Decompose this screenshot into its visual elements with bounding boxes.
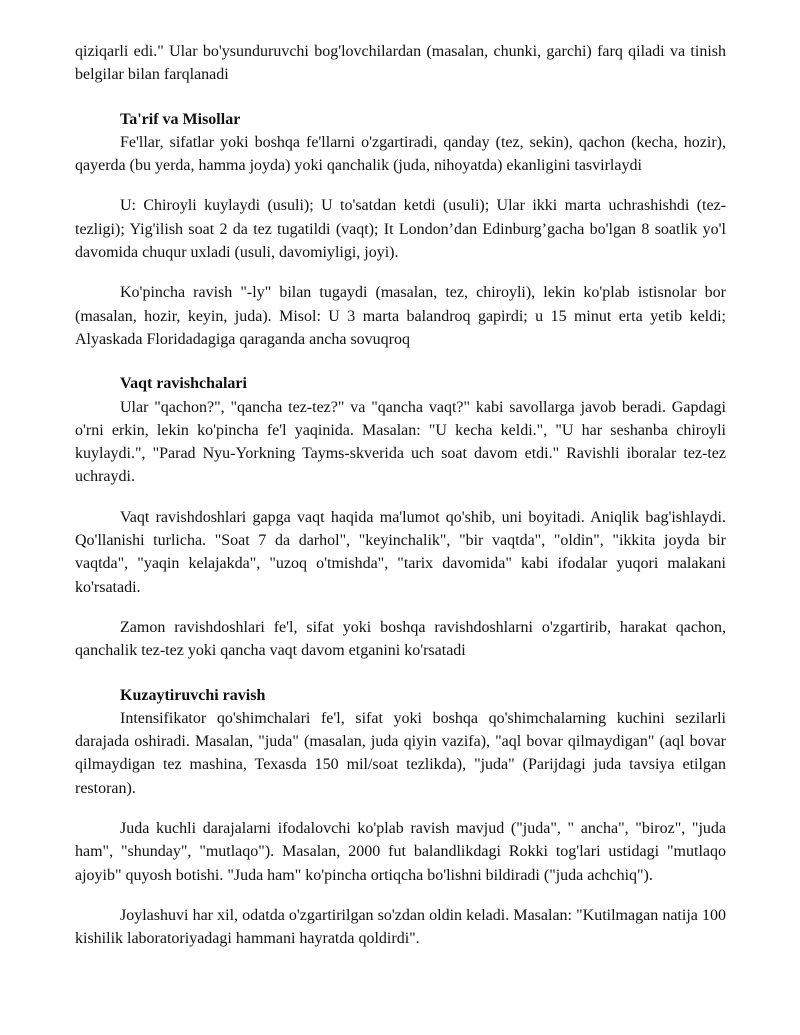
heading-definitions-examples: Ta'rif va Misollar [120,110,241,128]
paragraph-1: Fe'llar, sifatlar yoki boshqa fe'llarni o'zgartiradi, qanday (tez, sekin), qachon (kecha, hozir), qayerda (bu yerda, hamma joyda) yoki qanchalik (juda, nihoyatda) ekanligini tasvirlaydi [75,133,726,175]
paragraph-9: Joylashuvi har xil, odatda o'zgartirilgan so'zdan oldin keladi. Masalan: "Kutilmagan natija 100 kishilik laboratoriyadagi hammani hayratda qoldirdi". [75,906,726,948]
paragraph-0: qiziqarli edi." Ular bo'ysunduruvchi bog'lovchilardan (masalan, chunki, garchi) farq qiladi va tinish belgilar bilan farqlanadi [75,43,726,84]
paragraph-4: Ular "qachon?", "qancha tez-tez?" va "qancha vaqt?" kabi savollarga javob beradi. Gapdagi o'rni erkin, lekin ko'pincha fe'l yaqinida. Masalan: "U kecha keldi.", "U har seshanba chiroyli kuylaydi.", "Parad Nyu-Yorkning Tayms-skverida uch soat davom etdi." Ravishli iboralar tez-tez uchraydi. [75,398,726,486]
paragraph-5: Vaqt ravishdoshlari gapga vaqt haqida ma'lumot qo'shib, uni boyitadi. Aniqlik bag'ishlaydi. Qo'llanishi turlicha. "Soat 7 da darhol", "keyinchalik", "bir vaqtda", "oldin", "ikkita joyda bir vaqtda", "yaqin kelajakda", "uzoq o'tmishda", "tarix davomida" kabi ifodalar yuqori malakani ko'rsatadi. [75,508,726,596]
paragraph-3: Ko'pincha ravish "-ly" bilan tugaydi (masalan, tez, chiroyli), lekin ko'plab istisnolar bor (masalan, hozir, keyin, juda). Misol: U 3 marta balandroq gapirdi; u 15 minut erta yetib keldi; Alyaskada Floridadagiga qaraganda ancha sovuqroq [75,284,726,348]
heading-time-adverbs: Vaqt ravishchalari [120,375,247,393]
paragraph-7: Intensifikator qo'shimchalari fe'l, sifat yoki boshqa qo'shimchalarning kuchini sezilarli darajada oshiradi. Masalan, "juda" (masalan, juda qiyin vazifa), "aql bovar qilmaydigan" (aql bovar qilmaydigan tez mashina, Texasda 150 mil/soat tezlikda), "juda" (Parijdagi juda tavsiya etilgan restoran). [75,709,726,797]
document-page [75,40,726,951]
paragraph-2: U: Chiroyli kuylaydi (usuli); U to'satdan ketdi (usuli); Ular ikki marta uchrashishdi (tez-tezligi); Yig'ilish soat 2 da tez tugatildi (vaqt); It London’dan Edinburg’gacha bo'lgan 8 soatlik yo'l davomida chuqur uxladi (usuli, davomiyligi, joyi). [75,197,726,262]
heading-intensifier-adverbs: Kuzaytiruvchi ravish [120,686,266,704]
paragraph-8: Juda kuchli darajalarni ifodalovchi ko'plab ravish mavjud ("juda", " ancha", "biroz", "juda ham", "shunday", "mutlaqo"). Masalan, 2000 fut balandlikdagi Rokki tog'lari ustidagi "mutlaqo ajoyib" quyosh botishi. "Juda ham" ko'pincha ortiqcha bo'lishni bildiradi ("juda achchiq"). [75,820,726,884]
paragraph-6: Zamon ravishdoshlari fe'l, sifat yoki boshqa ravishdoshlarni o'zgartirib, harakat qachon, qanchalik tez-tez yoki qancha vaqt davom etganini ko'rsatadi [75,618,726,660]
